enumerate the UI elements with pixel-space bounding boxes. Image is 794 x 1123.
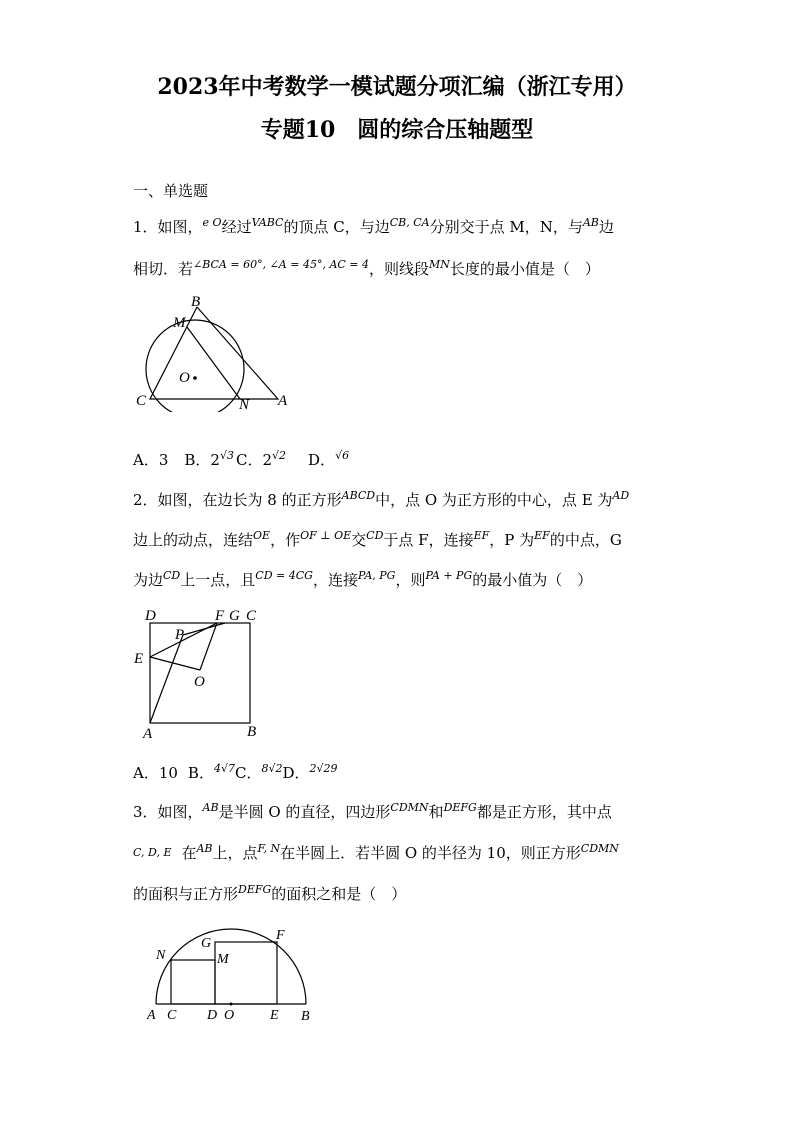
q2-text: 于点 F，连接 bbox=[383, 531, 474, 549]
q2-math: ABCD bbox=[341, 489, 376, 502]
q2-text: 的最小值为（ ） bbox=[472, 571, 593, 589]
q1-text: 经过 bbox=[221, 218, 252, 236]
q1-text: 的顶点 C，与边 bbox=[283, 218, 390, 236]
q1-triangle bbox=[150, 307, 278, 399]
q2-text: 2．如图，在边长为 8 的正方形 bbox=[133, 491, 342, 509]
q3-label-D: D bbox=[207, 1008, 218, 1023]
q2-segment-pg bbox=[183, 623, 225, 635]
q1-math: ∠BCA = 60°, ∠A = 45°, AC = 4 bbox=[193, 258, 370, 271]
q2-text: ，P 为 bbox=[489, 531, 535, 549]
q2-text: ，作 bbox=[270, 531, 301, 549]
q1-option-c: C．2 bbox=[235, 451, 273, 469]
q2-math: AD bbox=[612, 489, 630, 502]
document-title: 2023年中考数学一模试题分项汇编（浙江专用） bbox=[157, 74, 637, 100]
q1-math: CB, CA bbox=[389, 216, 430, 229]
q2-text: 边上的动点，连结 bbox=[133, 531, 254, 549]
q1-text: 分别交于点 M，N，与 bbox=[429, 218, 583, 236]
q2-label-P: P bbox=[175, 627, 185, 643]
q2-math: CD = 4CG bbox=[255, 569, 313, 582]
q2-option-d: D． bbox=[282, 764, 310, 782]
q2-option-a: A．10 bbox=[133, 764, 178, 782]
q2-option-c-math: 8√2 bbox=[261, 762, 283, 775]
q2-label-B: B bbox=[247, 724, 257, 740]
q3-label-N: N bbox=[156, 948, 166, 963]
q3-label-O: O bbox=[224, 1008, 235, 1023]
q3-label-A: A bbox=[147, 1008, 156, 1023]
q1-math: MN bbox=[429, 258, 450, 271]
q3-label-G: G bbox=[201, 936, 212, 951]
q1-label-C: C bbox=[136, 393, 147, 409]
q3-math: AB bbox=[202, 801, 219, 814]
q3-text: 在 bbox=[181, 844, 197, 862]
q2-label-A: A bbox=[143, 726, 153, 742]
q1-text: 边 bbox=[598, 218, 614, 236]
q3-text: 的面积与正方形 bbox=[133, 885, 239, 903]
q1-line1 bbox=[133, 217, 614, 239]
q3-text: 是半圆 O 的直径，四边形 bbox=[218, 803, 391, 821]
q2-label-F: F bbox=[215, 608, 225, 624]
q2-math: CD bbox=[366, 529, 384, 542]
q3-text: 和 bbox=[428, 803, 444, 821]
q3-line3 bbox=[133, 884, 406, 906]
q3-line2 bbox=[133, 843, 619, 865]
q3-label-E: E bbox=[270, 1008, 279, 1023]
q1-text: 长度的最小值是（ ） bbox=[449, 260, 600, 278]
q1-math: e O bbox=[202, 216, 222, 229]
q2-math: EF bbox=[534, 529, 550, 542]
q2-label-G: G bbox=[229, 608, 240, 624]
q2-option-d-math: 2√29 bbox=[309, 762, 338, 775]
q2-text: ，则 bbox=[395, 571, 426, 589]
q2-math: OF ⊥ OE bbox=[300, 529, 352, 542]
q3-text: 都是正方形，其中点 bbox=[476, 803, 612, 821]
q2-text: 为边 bbox=[133, 571, 164, 589]
q1-math: AB bbox=[582, 216, 599, 229]
q1-text: 相切．若 bbox=[133, 260, 194, 278]
q3-text: 的面积之和是（ ） bbox=[271, 885, 407, 903]
q1-text: 1．如图， bbox=[133, 218, 203, 236]
q3-math: CDMN bbox=[390, 801, 429, 814]
q2-math: OE bbox=[253, 529, 271, 542]
q3-label-B: B bbox=[301, 1009, 310, 1024]
q2-text: ，连接 bbox=[312, 571, 358, 589]
q2-line3 bbox=[133, 570, 592, 592]
q3-label-M: M bbox=[217, 952, 229, 967]
q3-math: DEFG bbox=[443, 801, 477, 814]
q2-options bbox=[133, 762, 338, 783]
q2-math: EF bbox=[473, 529, 490, 542]
q2-segment-eo bbox=[150, 657, 200, 670]
q3-label-C: C bbox=[167, 1008, 177, 1023]
q2-line2 bbox=[133, 530, 622, 552]
q1-center-dot bbox=[193, 376, 197, 380]
q1-option-b-math: √3 bbox=[219, 449, 234, 462]
q1-text: ，则线段 bbox=[369, 260, 430, 278]
q1-line2 bbox=[133, 259, 600, 281]
q1-circle bbox=[146, 320, 244, 412]
q3-math: DEFG bbox=[238, 883, 272, 896]
q2-option-b-math: 4√7 bbox=[213, 762, 235, 775]
q3-math: C, D, E bbox=[133, 846, 172, 859]
q2-option-c: C． bbox=[234, 764, 262, 782]
q2-line1 bbox=[133, 490, 629, 512]
q2-math: CD bbox=[163, 569, 181, 582]
q3-text: 3．如图， bbox=[133, 803, 203, 821]
q1-option-d: D． bbox=[308, 451, 336, 469]
q3-math: F, N bbox=[257, 842, 281, 855]
q1-figure bbox=[130, 292, 300, 412]
q1-label-B: B bbox=[191, 294, 201, 310]
q2-figure bbox=[130, 604, 270, 742]
q2-text: 的中点，G bbox=[549, 531, 622, 549]
q3-math: CDMN bbox=[580, 842, 619, 855]
q1-label-O: O bbox=[179, 370, 190, 386]
q3-figure bbox=[140, 920, 320, 1026]
q1-options bbox=[133, 449, 349, 470]
q2-math: PA, PG bbox=[357, 569, 396, 582]
q3-square-cdmn bbox=[171, 960, 215, 1004]
q1-option-d-math: √6 bbox=[335, 449, 350, 462]
q2-label-O: O bbox=[194, 674, 205, 690]
q3-text: 在半圆上．若半圆 O 的半径为 10，则正方形 bbox=[280, 844, 581, 862]
q1-label-N: N bbox=[239, 397, 250, 412]
q2-label-D: D bbox=[145, 608, 156, 624]
q1-option-a: A．3 bbox=[133, 451, 169, 469]
document-subtitle: 专题10 圆的综合压轴题型 bbox=[260, 117, 534, 143]
q1-math: VABC bbox=[251, 216, 284, 229]
q3-text: 上，点 bbox=[212, 844, 258, 862]
q2-text: 上一点，且 bbox=[180, 571, 256, 589]
q3-center-dot bbox=[230, 1003, 233, 1006]
q2-text: 交 bbox=[351, 531, 367, 549]
q1-option-c-math: √2 bbox=[272, 449, 287, 462]
q1-label-A: A bbox=[278, 393, 288, 409]
q2-square bbox=[150, 623, 250, 723]
q3-math: AB bbox=[196, 842, 213, 855]
q2-option-b: B． bbox=[187, 764, 214, 782]
q1-option-b: B．2 bbox=[184, 451, 220, 469]
q2-label-E: E bbox=[134, 651, 144, 667]
q2-label-C: C bbox=[246, 608, 257, 624]
q2-math: PA + PG bbox=[425, 569, 473, 582]
q3-label-F: F bbox=[276, 928, 285, 943]
section-heading: 一、单选题 bbox=[133, 182, 209, 200]
q3-line1 bbox=[133, 802, 612, 824]
q2-text: 中，点 O 为正方形的中心，点 E 为 bbox=[375, 491, 613, 509]
q1-label-M: M bbox=[173, 315, 186, 331]
